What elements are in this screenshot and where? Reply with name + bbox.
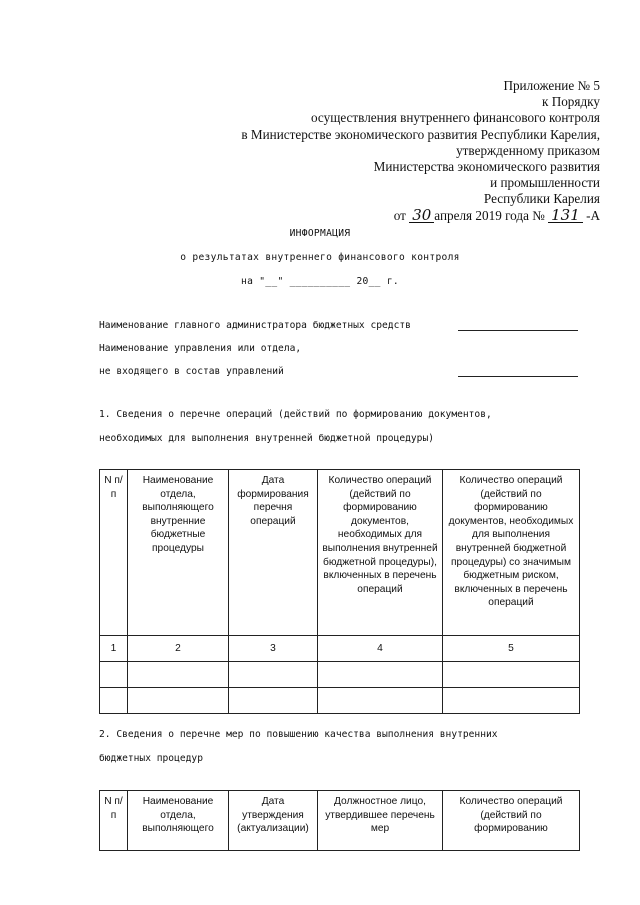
table-cell	[443, 688, 580, 714]
appendix-line: Министерства экономического развития	[373, 159, 600, 175]
column-number-row	[100, 636, 580, 662]
handwritten-order-number: 131	[548, 208, 583, 223]
section1-heading-line1: 1. Сведения о перечне операций (действий по формированию документов,	[99, 409, 492, 420]
column-number: 3	[229, 636, 318, 662]
table-row	[100, 688, 580, 714]
appendix-line: Республики Карелия	[483, 191, 600, 207]
appendix-line: к Порядку	[541, 94, 600, 110]
report-date-line: на "__" __________ 20__ г.	[241, 276, 399, 287]
appendix-line: в Министерстве экономического развития Республики Карелия,	[241, 126, 600, 142]
table-cell	[318, 662, 443, 688]
section2-heading-line2: бюджетных процедур	[99, 753, 203, 764]
header-text: Количество операций (действий по формированию	[459, 796, 563, 835]
measures-table	[99, 790, 580, 851]
document-title: ИНФОРМАЦИЯ	[289, 228, 351, 239]
column-number: 2	[128, 636, 229, 662]
table-cell	[100, 688, 128, 714]
header-cell: Количество операций (действий по формированию документов, необходимых для выполнения внутренней бюджетной процедуры), включенных в перечень операций	[318, 470, 443, 636]
table-cell	[100, 662, 128, 688]
table-cell	[128, 662, 229, 688]
header-cell	[229, 791, 318, 851]
admin-blank	[458, 330, 578, 331]
order-date-line	[200, 205, 600, 224]
table-cell	[229, 688, 318, 714]
admin-label: Наименование главного администратора бюджетных средств	[99, 320, 411, 331]
header-cell	[318, 791, 443, 851]
header-cell	[443, 791, 580, 851]
header-text: Наименование отдела, выполняющего	[142, 796, 214, 835]
header-cell: Количество операций (действий по формированию документов, необходимых для выполнения внутренней бюджетной процедуры) со значимым бюджетным риском, включенных в перечень операций	[443, 470, 580, 636]
appendix-line: утвержденному приказом	[456, 142, 600, 158]
dept-blank	[458, 376, 578, 377]
table-cell	[318, 688, 443, 714]
dept-label-line2: не входящего в состав управлений	[99, 366, 284, 377]
header-cell: N п/п	[100, 470, 128, 636]
table-row	[100, 662, 580, 688]
column-number: 4	[318, 636, 443, 662]
column-number: 5	[443, 636, 580, 662]
header-text: Должностное лицо, утвердившее перечень мер	[325, 796, 435, 835]
handwritten-day: 30	[409, 208, 434, 223]
header-cell	[128, 791, 229, 851]
header-text: N п/п	[104, 796, 123, 821]
appendix-block	[200, 78, 600, 224]
header-cell: Дата формирования перечня операций	[229, 470, 318, 636]
section1-heading-line2: необходимых для выполнения внутренней бюджетной процедуры)	[99, 433, 435, 444]
appendix-line: и промышленности	[490, 175, 600, 191]
table-cell	[229, 662, 318, 688]
table-header-row	[100, 791, 580, 851]
order-suffix: -А	[586, 207, 600, 223]
header-cell: Наименование отдела, выполняющего внутренние бюджетные процедуры	[128, 470, 229, 636]
date-prefix: от	[393, 207, 406, 223]
appendix-line: осуществления внутреннего финансового контроля	[311, 110, 600, 126]
appendix-line: Приложение № 5	[503, 78, 600, 93]
table-cell	[128, 688, 229, 714]
dept-label-line1: Наименование управления или отдела,	[99, 343, 302, 354]
date-mid: апреля 2019 года №	[434, 207, 545, 223]
section2-heading-line1: 2. Сведения о перечне мер по повышению качества выполнения внутренних	[99, 729, 498, 740]
header-text: Дата утверждения (актуализации)	[237, 796, 309, 835]
header-cell	[100, 791, 128, 851]
operations-table	[99, 469, 580, 714]
document-subtitle: о результатах внутреннего финансового контроля	[180, 252, 460, 263]
table-header-row	[100, 470, 580, 636]
column-number: 1	[100, 636, 128, 662]
table-cell	[443, 662, 580, 688]
